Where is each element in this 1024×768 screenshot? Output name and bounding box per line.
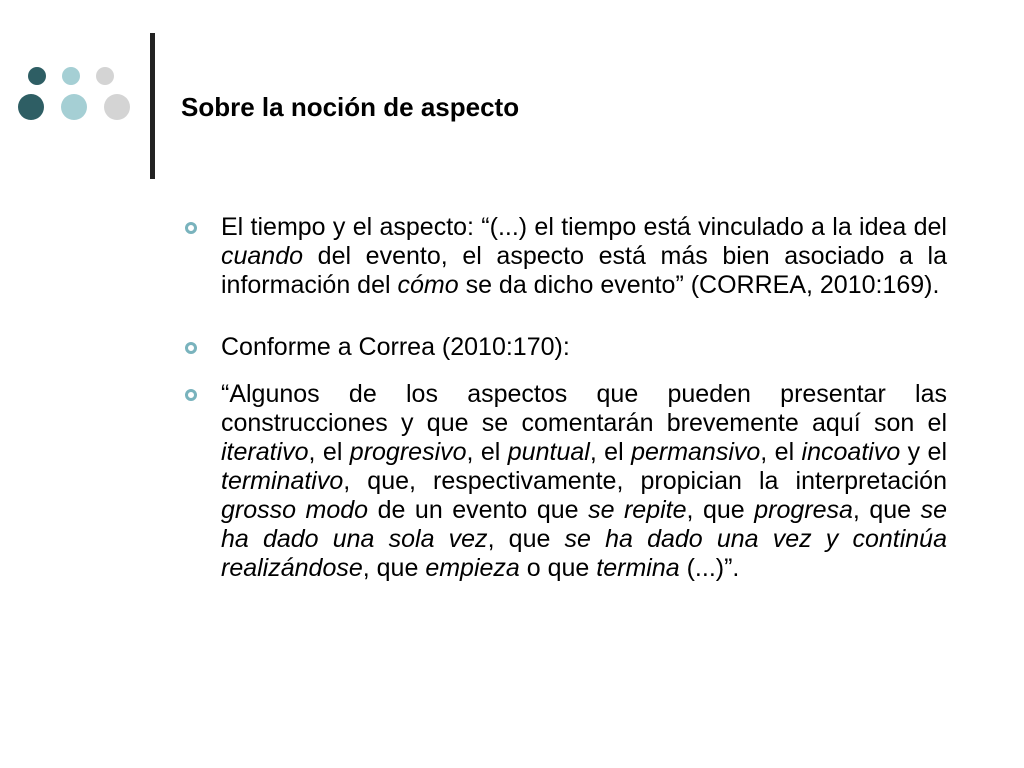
bullet-item (185, 333, 947, 362)
decorative-dot (104, 94, 130, 120)
text-segment: del evento, el aspecto está más bien asociado a la información del (221, 242, 947, 299)
bullet-icon (185, 222, 197, 234)
emphasized-text: cuando (221, 242, 304, 270)
text-segment: El tiempo y el aspecto: “(...) el tiempo está vinculado a la idea del (221, 213, 947, 241)
text-segment: , el (308, 438, 350, 466)
emphasized-text: grosso modo (221, 496, 369, 524)
text-segment: se da dicho evento” (CORREA, 2010:169). (458, 271, 940, 299)
text-segment: , el (760, 438, 802, 466)
bullet-icon (185, 342, 197, 354)
emphasized-text: termina (596, 554, 680, 582)
emphasized-text: permansivo (631, 438, 761, 466)
decorative-dot (28, 67, 46, 85)
emphasized-text: terminativo (221, 467, 344, 495)
decorative-dot (61, 94, 87, 120)
bullet-text (221, 380, 947, 583)
title-divider (150, 33, 155, 179)
emphasized-text: cómo (397, 271, 459, 299)
decorative-dot (96, 67, 114, 85)
text-segment: “Algunos de los aspectos que pueden presentar las construcciones y que se comentarán brevemente aquí son el (221, 380, 947, 437)
text-segment: , el (466, 438, 508, 466)
emphasized-text: se ha dado una sola vez (221, 496, 947, 553)
emphasized-text: progresa (754, 496, 853, 524)
emphasized-text: se repite (588, 496, 687, 524)
bullet-text (221, 333, 947, 362)
slide-body (185, 213, 947, 583)
decorative-dot (62, 67, 80, 85)
bullet-icon (185, 389, 197, 401)
bullet-text (221, 213, 947, 300)
text-segment: o que (519, 554, 597, 582)
emphasized-text: puntual (507, 438, 590, 466)
text-segment: , que, respectivamente, propician la interpretación (343, 467, 947, 495)
text-segment: , que (362, 554, 426, 582)
bullet-item (185, 213, 947, 300)
emphasized-text: se ha dado una vez y continúa realizándose (221, 525, 947, 582)
text-segment: de un evento que (368, 496, 589, 524)
text-segment: , el (589, 438, 632, 466)
slide-title: Sobre la noción de aspecto (181, 92, 520, 122)
text-segment: , que (852, 496, 921, 524)
emphasized-text: empieza (425, 554, 520, 582)
emphasized-text: iterativo (221, 438, 309, 466)
text-segment: Conforme a Correa (2010:170): (221, 333, 570, 361)
emphasized-text: progresivo (349, 438, 467, 466)
text-segment: (...)”. (679, 554, 740, 582)
text-segment: y el (900, 438, 948, 466)
decorative-dot (18, 94, 44, 120)
text-segment: , que (686, 496, 755, 524)
text-segment: , que (487, 525, 565, 553)
bullet-item (185, 380, 947, 583)
emphasized-text: incoativo (801, 438, 901, 466)
